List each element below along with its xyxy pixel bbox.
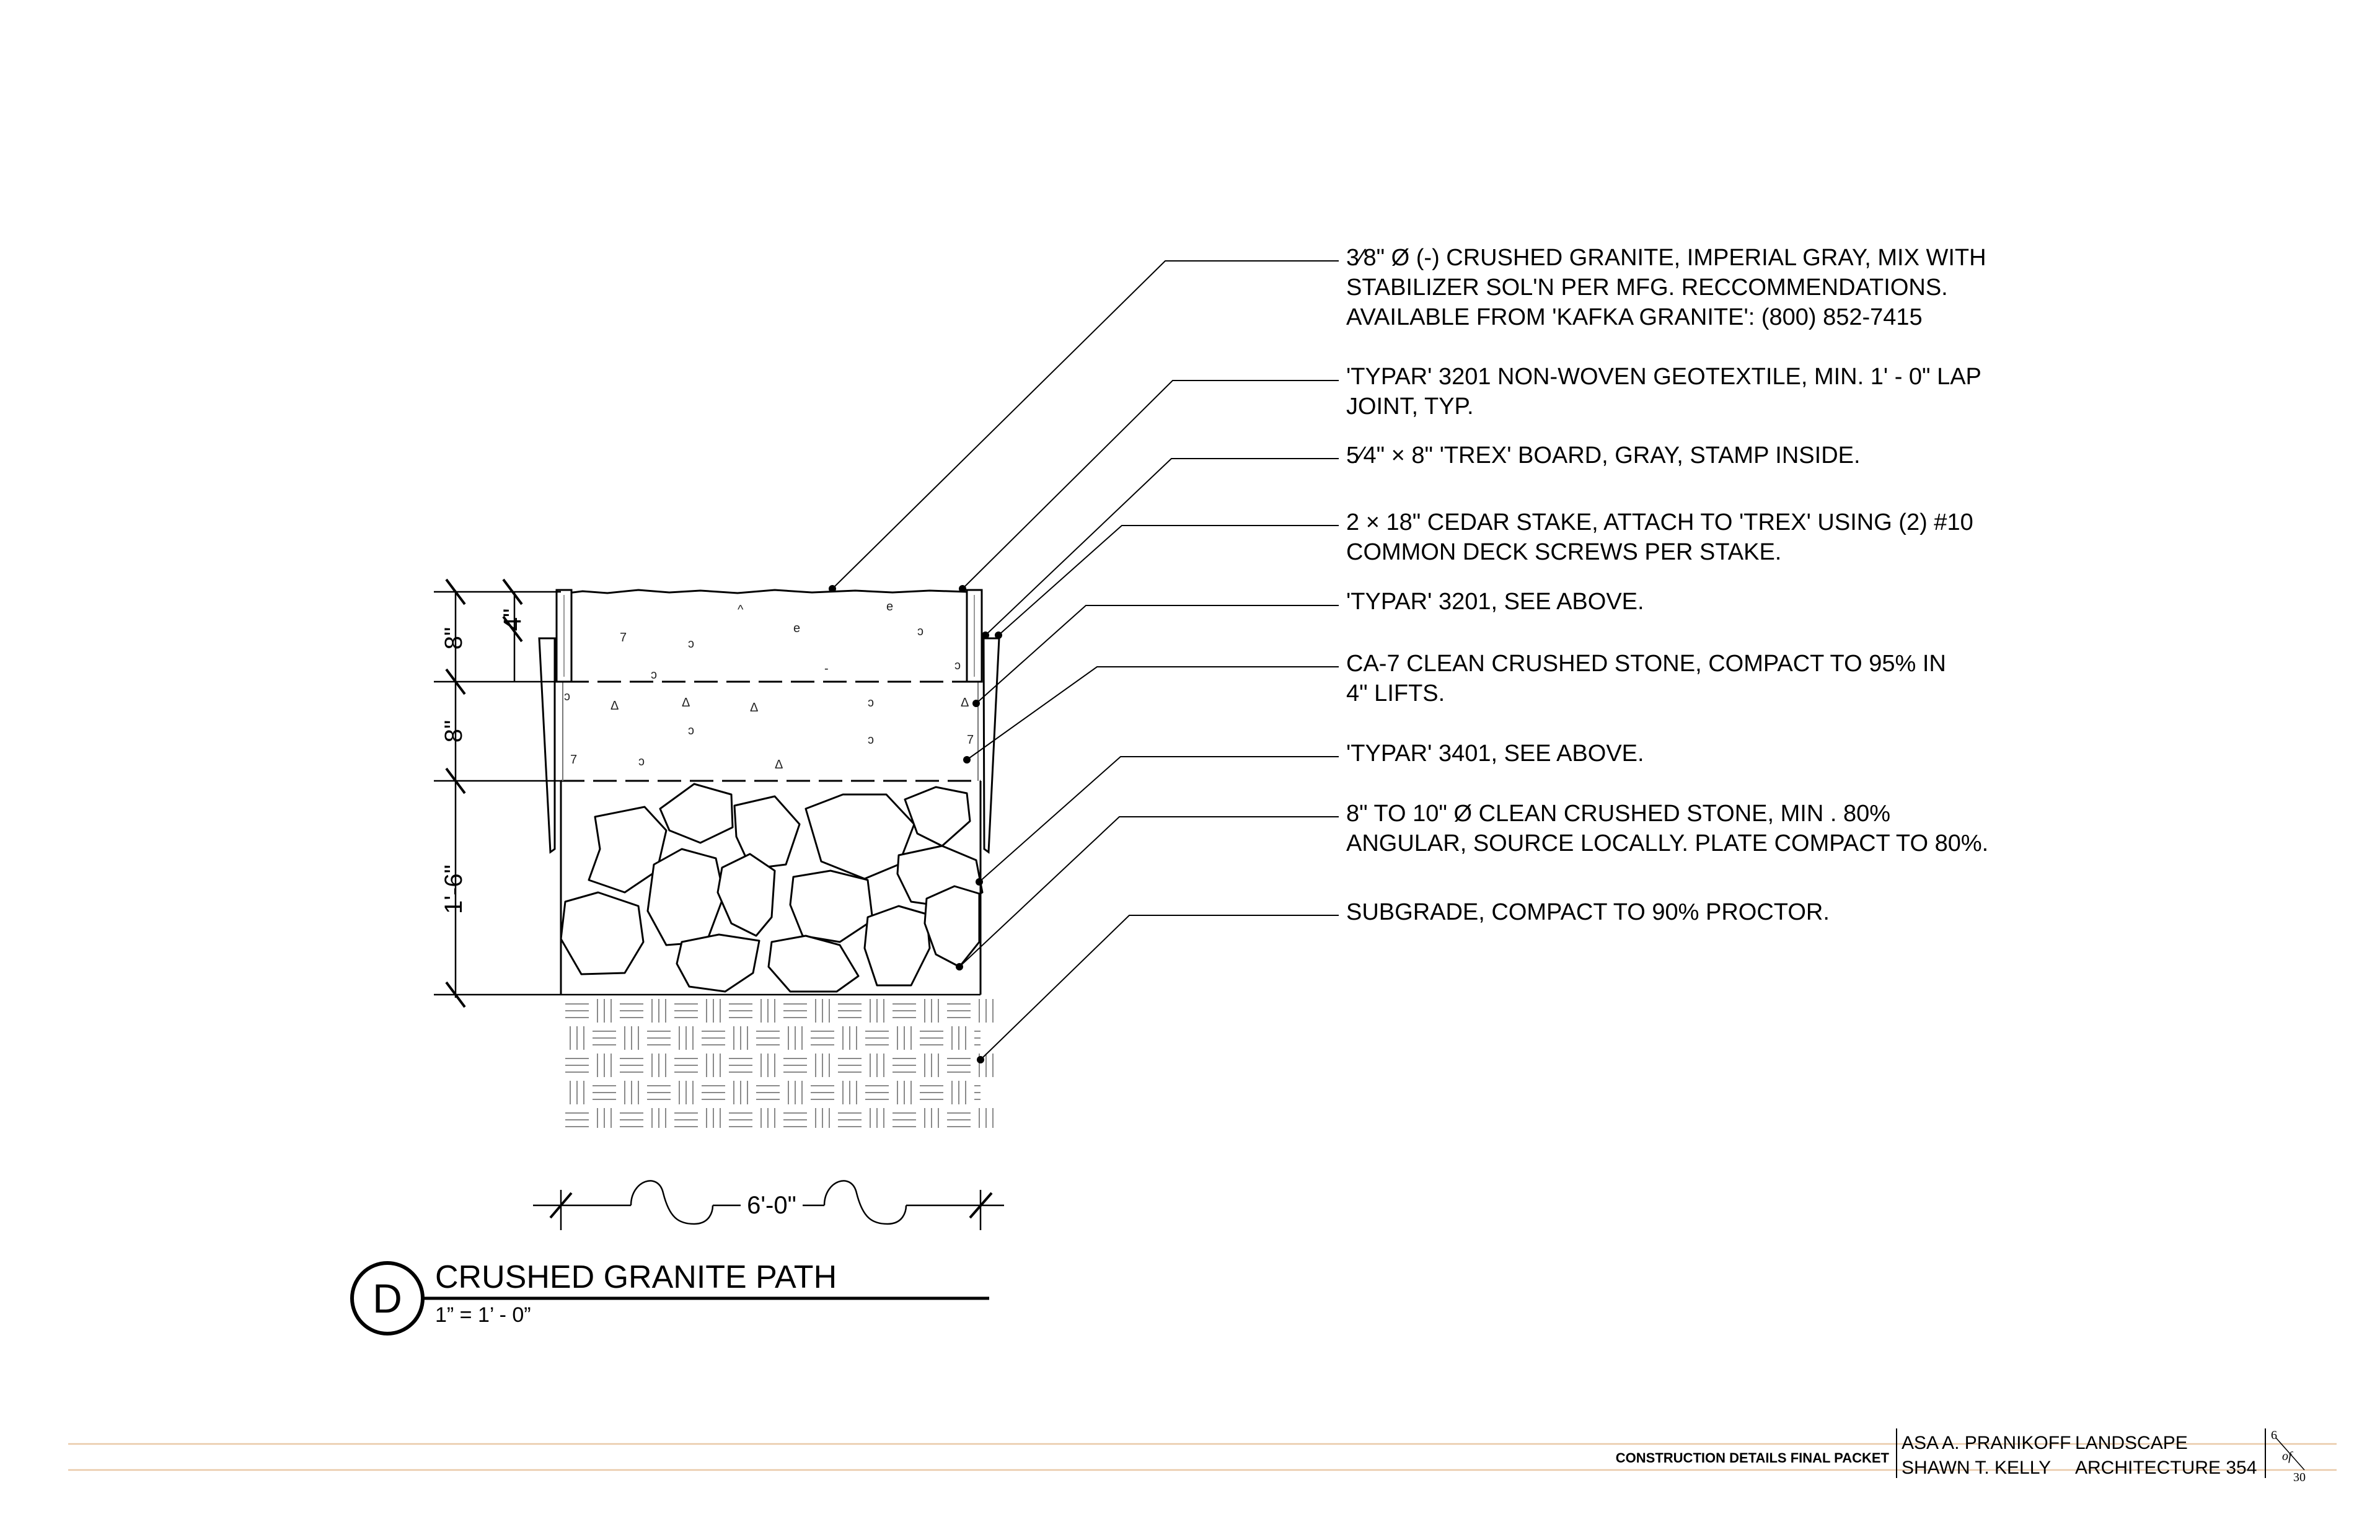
path-section-drawing — [434, 261, 1339, 1233]
page-of: of — [2282, 1450, 2292, 1463]
note-2-line-2: JOINT, TYP. — [1346, 394, 1474, 420]
detail-title: CRUSHED GRANITE PATH — [435, 1259, 837, 1295]
note-2-line-1: 'TYPAR' 3201 NON-WOVEN GEOTEXTILE, MIN. 1' - 0" LAP — [1346, 364, 1981, 390]
svg-text:Δ: Δ — [682, 696, 690, 710]
svg-text:ɔ: ɔ — [917, 625, 923, 638]
svg-text:7: 7 — [620, 631, 627, 645]
note-4-line-1: 2 × 18" CEDAR STAKE, ATTACH TO 'TREX' USING (2) #10 — [1346, 509, 1973, 535]
subgrade-hatch — [565, 999, 993, 1128]
dim-bottom-layer: 1'-6" — [440, 865, 467, 914]
dim-board: 4" — [499, 608, 526, 631]
packet-label: CONSTRUCTION DETAILS FINAL PACKET — [1615, 1450, 1889, 1466]
dim-mid-layer: 8" — [440, 719, 467, 743]
dim-top-layer: 8" — [440, 627, 467, 650]
note-6-line-1: CA-7 CLEAN CRUSHED STONE, COMPACT TO 95% IN — [1346, 651, 1946, 677]
svg-text:ɔ: ɔ — [688, 724, 694, 737]
svg-text:ɔ: ɔ — [868, 696, 874, 710]
note-1-line-3: AVAILABLE FROM 'KAFKA GRANITE': (800) 852-7415 — [1346, 304, 1923, 330]
svg-text:7: 7 — [967, 733, 974, 747]
detail-title-block — [352, 1259, 989, 1334]
svg-text:ɔ: ɔ — [651, 668, 657, 682]
svg-text:ɔ: ɔ — [638, 755, 645, 768]
svg-text:Δ: Δ — [775, 758, 783, 772]
svg-text:ɔ: ɔ — [868, 733, 874, 747]
callout-notes — [1346, 245, 1988, 925]
note-1-line-2: STABILIZER SOL'N PER MFG. RECCOMMENDATIONS. — [1346, 275, 1948, 301]
granite-texture — [565, 597, 972, 682]
large-stone-layer — [561, 784, 982, 992]
note-8-line-1: 8" TO 10" Ø CLEAN CRUSHED STONE, MIN . 80% — [1346, 801, 1891, 827]
svg-text:ɔ: ɔ — [564, 690, 570, 703]
svg-text:e: e — [793, 622, 801, 635]
svg-text:-: - — [824, 662, 829, 675]
note-4-line-2: COMMON DECK SCREWS PER STAKE. — [1346, 539, 1782, 565]
svg-text:e: e — [886, 600, 894, 614]
svg-text:ɔ: ɔ — [954, 659, 961, 672]
page-number: 6 — [2271, 1428, 2277, 1442]
author-2: SHAWN T. KELLY — [1902, 1458, 2052, 1478]
ca7-texture — [564, 690, 974, 772]
svg-text:ɔ: ɔ — [688, 637, 694, 651]
dim-width: 6'-0" — [747, 1192, 796, 1219]
detail-letter: D — [372, 1275, 402, 1321]
note-5-line-1: 'TYPAR' 3201, SEE ABOVE. — [1346, 589, 1644, 615]
note-6-line-2: 4" LIFTS. — [1346, 680, 1445, 706]
course-line-2: ARCHITECTURE 354 — [2075, 1458, 2257, 1478]
course-line-1: LANDSCAPE — [2075, 1433, 2188, 1453]
author-1: ASA A. PRANIKOFF — [1902, 1433, 2071, 1453]
page-total: 30 — [2293, 1471, 2306, 1484]
svg-text:Δ: Δ — [750, 701, 759, 715]
note-7-line-1: 'TYPAR' 3401, SEE ABOVE. — [1346, 741, 1644, 767]
svg-text:^: ^ — [738, 603, 744, 617]
note-8-line-2: ANGULAR, SOURCE LOCALLY. PLATE COMPACT TO 80%. — [1346, 830, 1989, 856]
detail-scale: 1” = 1’ - 0” — [435, 1303, 531, 1327]
svg-text:Δ: Δ — [610, 699, 619, 713]
note-1-line-1: 3⁄8" Ø (-) CRUSHED GRANITE, IMPERIAL GRAY, MIX WITH — [1346, 245, 1986, 271]
note-9-line-1: SUBGRADE, COMPACT TO 90% PROCTOR. — [1346, 899, 1830, 925]
note-3-line-1: 5⁄4" × 8" 'TREX' BOARD, GRAY, STAMP INSIDE. — [1346, 442, 1861, 469]
svg-text:7: 7 — [570, 753, 578, 767]
svg-text:Δ: Δ — [961, 696, 969, 710]
sheet-title-block — [68, 1428, 2337, 1484]
